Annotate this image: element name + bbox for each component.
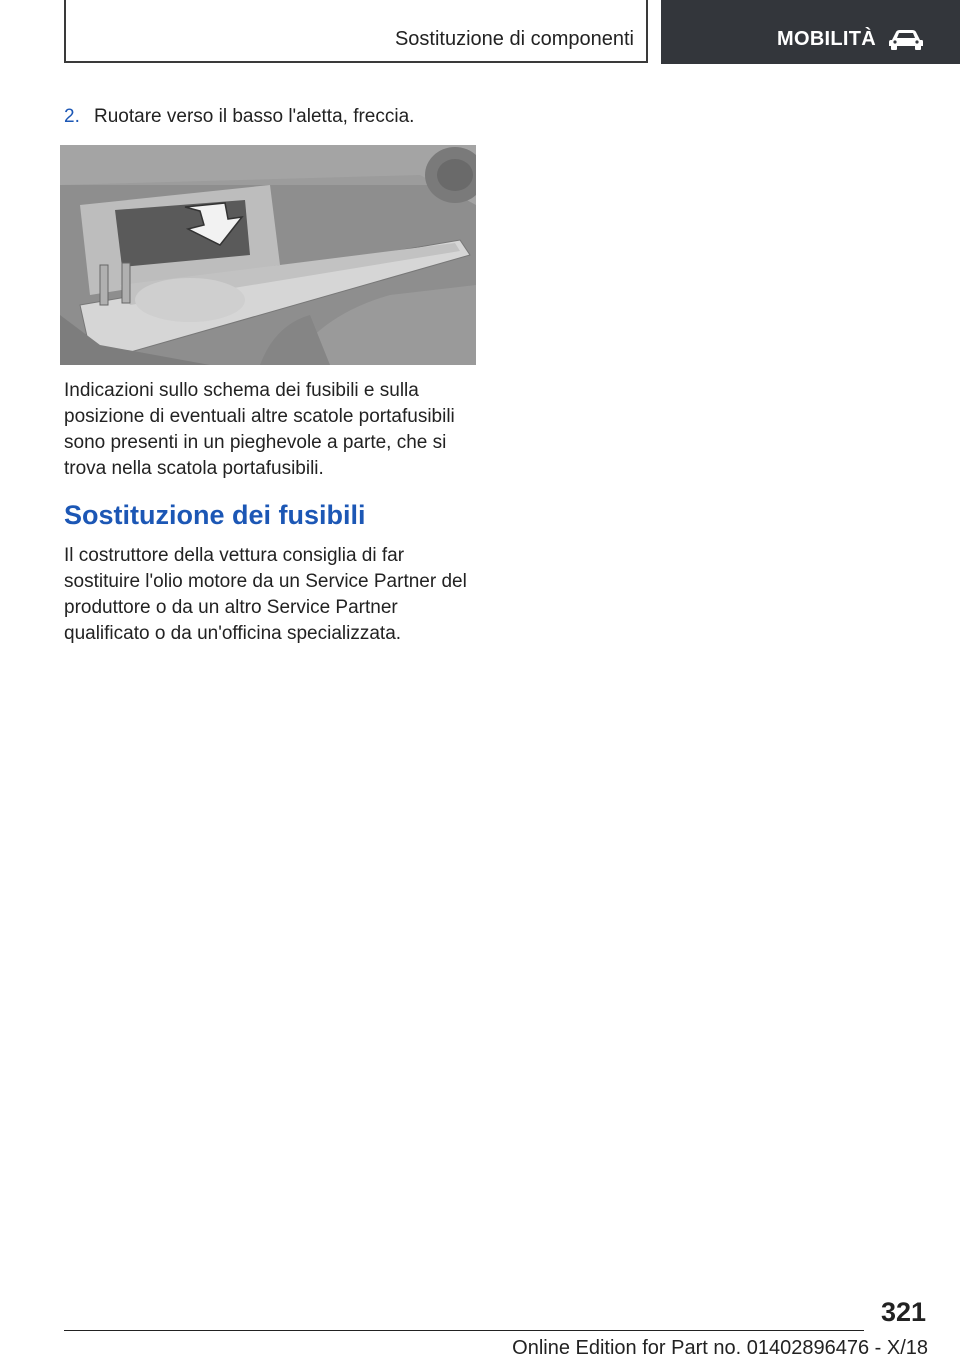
header-section-title: Sostituzione di componenti: [394, 28, 634, 50]
car-icon: [888, 28, 924, 50]
fuse-diagram-note: Indicazioni sullo schema dei fusibili e sulla posizione di eventuali altre scatole portafusibili sono presenti in un pieghevole a parte, che si trova nella scatola portafusibili.: [64, 380, 455, 479]
step-text: Ruotare verso il basso l'aletta, freccia.: [94, 106, 415, 127]
header-chapter-tab: [661, 0, 960, 64]
footer-edition: Online Edition for Part no. 01402896476 - X/18: [512, 1337, 928, 1359]
header-chapter-label: MOBILITÀ: [777, 28, 877, 50]
section-heading: Sostituzione dei fusibili: [64, 500, 366, 530]
page-number: 321: [880, 1297, 926, 1327]
step-number: 2.: [64, 106, 80, 127]
footer-divider: [64, 1330, 864, 1331]
instruction-step: [64, 105, 484, 129]
section-text: Il costruttore della vettura consiglia di far sostituire l'olio motore da un Service Partner del produttore o da un altro Service Partner qualificato o da un'officina specializzata.: [64, 545, 467, 644]
header-section-box: [64, 0, 648, 63]
glovebox-illustration: [60, 145, 476, 365]
